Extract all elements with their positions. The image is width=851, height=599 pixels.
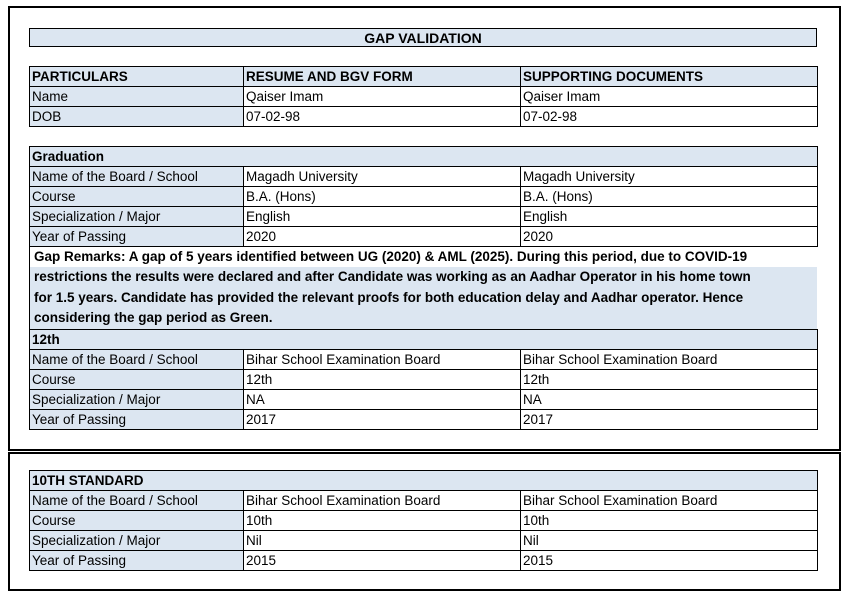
row-label: Course bbox=[30, 187, 244, 207]
table-row bbox=[30, 410, 818, 430]
row-label: Year of Passing bbox=[30, 227, 244, 247]
table-row bbox=[30, 350, 818, 370]
support-value: Magadh University bbox=[521, 167, 818, 187]
header-supporting: SUPPORTING DOCUMENTS bbox=[521, 67, 818, 87]
support-value: 2017 bbox=[521, 410, 818, 430]
resume-value: 2017 bbox=[244, 410, 521, 430]
twelfth-table bbox=[29, 329, 818, 430]
particulars-table bbox=[29, 66, 818, 127]
graduation-table bbox=[29, 146, 818, 247]
table-header-row bbox=[30, 67, 818, 87]
support-value: 2015 bbox=[521, 551, 818, 571]
support-value: Qaiser Imam bbox=[521, 87, 818, 107]
graduation-heading: Graduation bbox=[30, 147, 818, 167]
resume-value: 12th bbox=[244, 370, 521, 390]
table-row bbox=[30, 551, 818, 571]
resume-value: Magadh University bbox=[244, 167, 521, 187]
row-label: Year of Passing bbox=[30, 551, 244, 571]
support-value: Nil bbox=[521, 531, 818, 551]
resume-value: 10th bbox=[244, 511, 521, 531]
support-value: Bihar School Examination Board bbox=[521, 350, 818, 370]
resume-value: NA bbox=[244, 390, 521, 410]
tenth-table bbox=[29, 470, 818, 571]
tenth-heading: 10TH STANDARD bbox=[30, 471, 818, 491]
gap-remarks-line: restrictions the results were declared and after Candidate was working as an Aadhar Operator in his home town bbox=[34, 269, 751, 285]
row-label: Specialization / Major bbox=[30, 531, 244, 551]
row-label: Name of the Board / School bbox=[30, 491, 244, 511]
row-label: Course bbox=[30, 511, 244, 531]
section-heading-row bbox=[30, 330, 818, 350]
row-label: Name of the Board / School bbox=[30, 167, 244, 187]
row-label: Course bbox=[30, 370, 244, 390]
support-value: English bbox=[521, 207, 818, 227]
twelfth-heading: 12th bbox=[30, 330, 818, 350]
row-label: Specialization / Major bbox=[30, 390, 244, 410]
header-resume: RESUME AND BGV FORM bbox=[244, 67, 521, 87]
row-label: DOB bbox=[30, 107, 244, 127]
resume-value: Qaiser Imam bbox=[244, 87, 521, 107]
support-value: NA bbox=[521, 390, 818, 410]
table-row bbox=[30, 167, 818, 187]
table-row bbox=[30, 207, 818, 227]
resume-value: B.A. (Hons) bbox=[244, 187, 521, 207]
table-row bbox=[30, 531, 818, 551]
section-heading-row bbox=[30, 471, 818, 491]
gap-remarks-line: considering the gap period as Green. bbox=[34, 309, 273, 325]
gap-remarks bbox=[29, 247, 817, 329]
row-label: Name of the Board / School bbox=[30, 350, 244, 370]
support-value: 2020 bbox=[521, 227, 818, 247]
support-value: 10th bbox=[521, 511, 818, 531]
resume-value: Bihar School Examination Board bbox=[244, 350, 521, 370]
page-title: GAP VALIDATION bbox=[29, 28, 817, 47]
resume-value: Bihar School Examination Board bbox=[244, 491, 521, 511]
table-row bbox=[30, 187, 818, 207]
table-row bbox=[30, 390, 818, 410]
table-row bbox=[30, 87, 818, 107]
resume-value: 07-02-98 bbox=[244, 107, 521, 127]
table-row bbox=[30, 511, 818, 531]
resume-value: English bbox=[244, 207, 521, 227]
support-value: B.A. (Hons) bbox=[521, 187, 818, 207]
resume-value: 2020 bbox=[244, 227, 521, 247]
table-row bbox=[30, 370, 818, 390]
support-value: 12th bbox=[521, 370, 818, 390]
section-heading-row bbox=[30, 147, 818, 167]
header-particulars: PARTICULARS bbox=[30, 67, 244, 87]
resume-value: 2015 bbox=[244, 551, 521, 571]
gap-remarks-line: Gap Remarks: A gap of 5 years identified between UG (2020) & AML (2025). During this period, due to COVID-19 bbox=[30, 247, 817, 267]
table-row bbox=[30, 491, 818, 511]
row-label: Name bbox=[30, 87, 244, 107]
table-row bbox=[30, 227, 818, 247]
gap-remarks-line: for 1.5 years. Candidate has provided the relevant proofs for both education delay and Aadhar operator. Hence bbox=[34, 289, 744, 305]
support-value: 07-02-98 bbox=[521, 107, 818, 127]
support-value: Bihar School Examination Board bbox=[521, 491, 818, 511]
table-row bbox=[30, 107, 818, 127]
resume-value: Nil bbox=[244, 531, 521, 551]
row-label: Year of Passing bbox=[30, 410, 244, 430]
row-label: Specialization / Major bbox=[30, 207, 244, 227]
